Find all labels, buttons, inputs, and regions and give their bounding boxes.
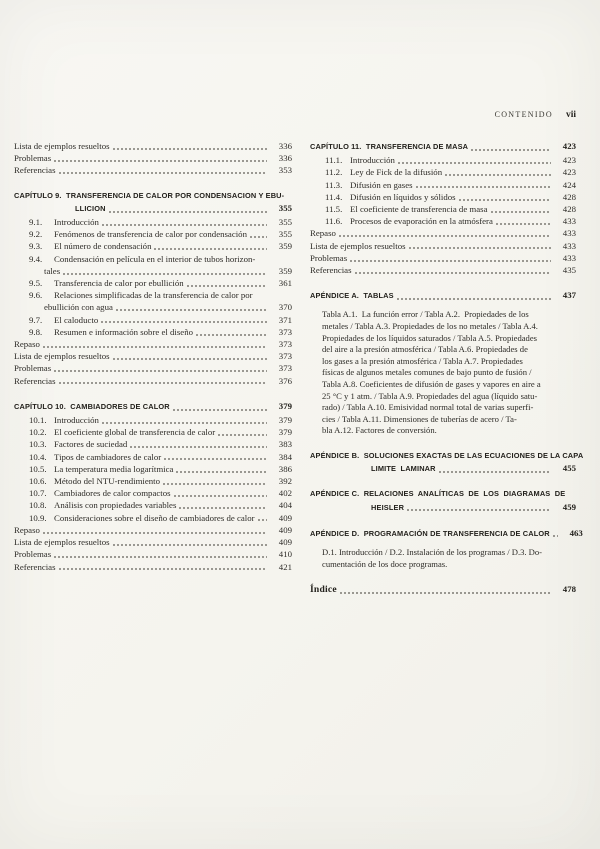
entry-label: Problemas	[14, 549, 52, 560]
dot-leader	[59, 172, 267, 174]
entry-label: Relaciones simplificadas de la transferencia de calor por	[54, 290, 253, 301]
toc-entry	[310, 264, 576, 276]
entry-label: Repaso	[14, 524, 40, 535]
entry-label: Problemas	[14, 363, 52, 374]
toc-entry	[14, 314, 292, 326]
page-number: 433	[562, 252, 576, 263]
toc-heading	[310, 527, 583, 540]
dot-leader	[397, 298, 551, 300]
page-number: 361	[278, 278, 292, 289]
page-number: 355	[278, 202, 292, 213]
dot-leader	[109, 211, 267, 213]
page-number: 383	[278, 439, 292, 450]
toc-line	[14, 202, 292, 215]
toc-heading	[310, 289, 576, 302]
page-number: 404	[278, 500, 292, 511]
toc-heading-block	[14, 190, 292, 215]
toc-line	[14, 265, 292, 277]
dot-leader	[407, 509, 551, 511]
page-number: 409	[278, 512, 292, 523]
entry-label: El coeficiente de transferencia de masa	[350, 204, 488, 215]
entry-number: 10.8.	[29, 500, 47, 511]
page-number: 373	[278, 339, 292, 350]
toc-column-right	[310, 140, 584, 596]
toc-line	[310, 179, 576, 191]
toc-columns	[14, 140, 584, 596]
toc-entry	[14, 451, 292, 463]
dot-leader	[471, 149, 551, 151]
entry-label: Ley de Fick de la difusión	[350, 167, 443, 178]
entry-label: Referencias	[310, 265, 352, 276]
page-number: 428	[562, 204, 576, 215]
entry-label: Introducción	[54, 415, 99, 426]
entry-label: Problemas	[14, 153, 52, 164]
page-number: 379	[278, 427, 292, 438]
entry-label: tales	[44, 265, 61, 276]
toc-entry	[14, 475, 292, 487]
toc-entry	[14, 240, 292, 252]
toc-line	[14, 426, 292, 438]
entry-label: Repaso	[14, 339, 40, 350]
page-number: 336	[278, 153, 292, 164]
entry-label: Difusión en líquidos y sólidos	[350, 191, 456, 202]
toc-entry-group	[14, 414, 292, 573]
toc-entry	[14, 362, 292, 374]
toc-line	[14, 512, 292, 524]
entry-number: 9.4.	[29, 253, 43, 264]
toc-line	[310, 583, 576, 596]
page-number: 371	[278, 314, 292, 325]
entry-number: 10.4.	[29, 451, 47, 462]
toc-line	[14, 326, 292, 338]
entry-label: Índice	[310, 584, 337, 596]
page-number: 379	[278, 415, 292, 426]
paragraph-line: del aire a la presión atmosférica / Tabla A.6. Propiedades de	[322, 344, 528, 355]
toc-line	[310, 227, 576, 239]
toc-line	[14, 164, 292, 176]
entry-label: Análisis con propiedades variables	[54, 500, 177, 511]
toc-line	[14, 140, 292, 152]
dot-leader	[102, 422, 267, 424]
page-number: 359	[278, 241, 292, 252]
toc-heading	[310, 583, 576, 596]
entry-number: 11.4.	[325, 191, 343, 202]
toc-line	[310, 462, 576, 475]
page-number: 463	[569, 527, 583, 538]
toc-line	[14, 463, 292, 475]
toc-entry	[14, 152, 292, 164]
toc-heading-block	[310, 140, 576, 153]
dot-leader	[196, 334, 267, 336]
paragraph-line: bla A.12. Factores de conversión.	[322, 425, 437, 436]
entry-number: 9.1.	[29, 217, 43, 228]
paragraph-line: rado) / Tabla A.10. Emisividad normal total de varias superfi-	[322, 402, 534, 413]
entry-label: Problemas	[310, 252, 348, 263]
dot-leader	[340, 592, 551, 594]
entry-number: 11.1.	[325, 155, 343, 166]
toc-heading-block	[310, 527, 583, 540]
entry-label: Transferencia de calor por ebullición	[54, 278, 184, 289]
toc-entry	[14, 375, 292, 387]
toc-entry	[14, 426, 292, 438]
dot-leader	[491, 211, 552, 213]
page-number: 409	[278, 524, 292, 535]
toc-heading-block	[310, 583, 576, 596]
dot-leader	[101, 321, 267, 323]
toc-line	[14, 277, 292, 289]
entry-label: El caloducto	[54, 314, 99, 325]
toc-line	[14, 475, 292, 487]
toc-line	[310, 215, 576, 227]
dot-leader	[439, 471, 551, 473]
paragraph-line: D.1. Introducción / D.2. Instalación de los programas / D.3. Do-	[322, 546, 543, 557]
toc-entry-group	[14, 140, 292, 177]
toc-line	[14, 314, 292, 326]
toc-line	[14, 414, 292, 426]
toc-line	[14, 400, 292, 413]
toc-entry	[14, 228, 292, 240]
toc-heading-block	[310, 450, 584, 475]
toc-entry	[14, 289, 292, 313]
page-number: 402	[278, 488, 292, 499]
dot-leader	[553, 535, 558, 537]
toc-heading	[310, 450, 584, 475]
toc-line	[310, 166, 576, 178]
toc-entry	[14, 524, 292, 536]
toc-line	[14, 338, 292, 350]
toc-entry-group	[310, 154, 576, 276]
toc-heading-block	[310, 488, 576, 513]
toc-line	[14, 536, 292, 548]
dot-leader	[164, 458, 267, 460]
toc-line	[14, 190, 292, 202]
entry-label: Referencias	[14, 165, 56, 176]
entry-label: APÉNDICE D. PROGRAMACIÓN DE TRANSFERENCIA DE CALOR	[310, 528, 550, 538]
entry-label: Resumen e información sobre el diseño	[54, 326, 194, 337]
dot-leader	[496, 223, 551, 225]
toc-entry	[14, 216, 292, 228]
toc-line	[310, 264, 576, 276]
toc-entry	[14, 463, 292, 475]
page-number: 353	[278, 165, 292, 176]
toc-line	[310, 450, 584, 462]
entry-label: Introducción	[350, 155, 395, 166]
entry-label: Lista de ejemplos resueltos	[310, 240, 406, 251]
entry-label: APÉNDICE B. SOLUCIONES EXACTAS DE LAS ECUACIONES DE LA CAPA	[310, 450, 584, 460]
dot-leader	[113, 544, 267, 546]
page-number: 433	[562, 240, 576, 251]
dot-leader	[59, 568, 267, 570]
page-number: 455	[562, 463, 576, 474]
page-number: 370	[278, 302, 292, 313]
toc-entry	[14, 414, 292, 426]
entry-number: 10.9.	[29, 512, 47, 523]
paragraph-line: físicas de algunos metales comunes de bajo punto de fusión /	[322, 367, 532, 378]
toc-heading-block	[310, 289, 576, 302]
dot-leader	[43, 532, 267, 534]
entry-label: Difusión en gases	[350, 179, 413, 190]
dot-leader	[54, 370, 267, 372]
toc-paragraph	[322, 547, 548, 570]
dot-leader	[459, 199, 551, 201]
page-number: 379	[278, 400, 292, 411]
toc-entry	[14, 253, 292, 277]
toc-line	[14, 499, 292, 511]
dot-leader	[398, 162, 551, 164]
page-number: 392	[278, 476, 292, 487]
paragraph-line: Tabla A.8. Coeficientes de difusión de gases y vapores en aire a	[322, 379, 541, 389]
page-number: 409	[278, 537, 292, 548]
paragraph-line: cumentación de los doce programas.	[322, 558, 448, 569]
page-number: 433	[562, 228, 576, 239]
entry-number: 11.2.	[325, 167, 343, 178]
page-number: 424	[562, 179, 576, 190]
toc-line	[14, 216, 292, 228]
toc-line	[14, 524, 292, 536]
entry-label: Consideraciones sobre el diseño de cambiadores de calor	[54, 512, 255, 523]
dot-leader	[416, 186, 551, 188]
entry-label: La temperatura media logarítmica	[54, 463, 174, 474]
toc-column-left	[14, 140, 292, 596]
entry-label: APÉNDICE A. TABLAS	[310, 291, 394, 301]
entry-number: 10.1.	[29, 415, 47, 426]
toc-entry	[310, 227, 576, 239]
entry-label: Factores de suciedad	[54, 439, 128, 450]
entry-label: LLICION	[75, 203, 106, 213]
entry-label: Introducción	[54, 217, 99, 228]
dot-leader	[409, 247, 551, 249]
toc-line	[310, 154, 576, 166]
dot-leader	[174, 495, 267, 497]
dot-leader	[339, 235, 551, 237]
toc-entry	[310, 154, 576, 166]
toc-entry-group	[14, 216, 292, 387]
toc-heading-block	[14, 400, 292, 413]
toc-entry	[14, 350, 292, 362]
dot-leader	[102, 224, 267, 226]
page-number: 423	[562, 141, 576, 151]
running-header-page-number: vii	[565, 110, 576, 120]
dot-leader	[445, 174, 551, 176]
toc-line	[14, 487, 292, 499]
entry-label: CAPÍTULO 11. TRANSFERENCIA DE MASA	[310, 142, 469, 151]
toc-line	[14, 253, 292, 265]
toc-line	[310, 501, 576, 514]
page-number: 478	[562, 584, 576, 595]
toc-entry	[14, 548, 292, 560]
toc-line	[14, 561, 292, 573]
toc-line	[310, 191, 576, 203]
dot-leader	[176, 471, 267, 473]
entry-label: ebullición con agua	[44, 302, 113, 313]
page-number: 373	[278, 351, 292, 362]
dot-leader	[350, 260, 551, 262]
entry-number: 10.7.	[29, 488, 47, 499]
entry-number: 9.2.	[29, 229, 43, 240]
page-number: 459	[562, 501, 576, 512]
toc-line	[14, 438, 292, 450]
dot-leader	[59, 382, 267, 384]
toc-line	[310, 240, 576, 252]
page-number: 433	[562, 216, 576, 227]
dot-leader	[218, 434, 267, 436]
dot-leader	[54, 160, 267, 162]
toc-line	[14, 375, 292, 387]
entry-label: Condensación en película en el interior de tubos horizon-	[54, 253, 256, 264]
toc-line	[14, 240, 292, 252]
toc-line	[14, 301, 292, 313]
dot-leader	[179, 507, 267, 509]
toc-line	[14, 362, 292, 374]
toc-heading	[14, 400, 292, 413]
toc-heading	[14, 190, 292, 215]
page-number: 386	[278, 463, 292, 474]
dot-leader	[154, 248, 267, 250]
toc-entry	[14, 140, 292, 152]
page-number: 355	[278, 229, 292, 240]
toc-entry	[14, 536, 292, 548]
entry-label: Procesos de evaporación en la atmósfera	[350, 216, 493, 227]
toc-entry	[310, 191, 576, 203]
entry-label: Fenómenos de transferencia de calor por condensación	[54, 229, 247, 240]
page-number: 376	[278, 375, 292, 386]
running-header	[0, 107, 576, 121]
dot-leader	[258, 519, 267, 521]
toc-line	[310, 203, 576, 215]
entry-label: Referencias	[14, 561, 56, 572]
page-number: 421	[278, 561, 292, 572]
toc-entry	[14, 487, 292, 499]
entry-number: 11.5.	[325, 204, 343, 215]
toc-line	[14, 451, 292, 463]
page-number: 384	[278, 451, 292, 462]
dot-leader	[187, 285, 267, 287]
entry-number: 10.2.	[29, 427, 47, 438]
toc-line	[310, 140, 576, 153]
page-number: 437	[562, 290, 576, 301]
page-number: 428	[562, 191, 576, 202]
page-number: 423	[562, 155, 576, 166]
page-number: 423	[562, 167, 576, 178]
entry-number: 9.6.	[29, 290, 43, 301]
toc-entry	[14, 326, 292, 338]
running-header-title: CONTENIDO	[494, 110, 553, 119]
dot-leader	[63, 273, 267, 275]
toc-entry	[310, 203, 576, 215]
entry-number: 9.3.	[29, 241, 43, 252]
dot-leader	[250, 236, 267, 238]
page-number: 435	[562, 265, 576, 276]
page-number: 373	[278, 363, 292, 374]
toc-entry	[14, 438, 292, 450]
entry-label: CAPÍTULO 10. CAMBIADORES DE CALOR	[14, 401, 170, 411]
entry-label: Cambiadores de calor compactos	[54, 488, 171, 499]
paragraph-line: los gases a la presión atmosférica / Tabla A.7. Propiedades	[322, 355, 523, 366]
paragraph-line: Tabla A.1. La función error / Tabla A.2. Propiedades de los	[322, 309, 529, 320]
entry-number: 9.7.	[29, 314, 43, 325]
paragraph-line: metales / Tabla A.3. Propiedades de los no metales / Tabla A.4.	[322, 321, 538, 332]
toc-paragraph	[322, 309, 548, 437]
entry-label: El número de condensación	[54, 241, 152, 252]
dot-leader	[355, 272, 551, 274]
paragraph-line: 25 °C y 1 atm. / Tabla A.9. Propiedades del agua (líquido satu-	[322, 390, 538, 401]
entry-label: Repaso	[310, 228, 336, 239]
entry-number: 10.5.	[29, 463, 47, 474]
dot-leader	[163, 483, 267, 485]
entry-label: LIMITE LAMINAR	[371, 464, 436, 474]
toc-entry	[14, 512, 292, 524]
entry-label: Lista de ejemplos resueltos	[14, 537, 110, 548]
toc-entry	[14, 277, 292, 289]
toc-entry	[14, 561, 292, 573]
entry-number: 11.3.	[325, 179, 343, 190]
page-number: 373	[278, 326, 292, 337]
dot-leader	[113, 358, 267, 360]
dot-leader	[116, 309, 267, 311]
toc-line	[14, 152, 292, 164]
page-number: 410	[278, 549, 292, 560]
toc-entry	[310, 215, 576, 227]
dot-leader	[54, 556, 267, 558]
toc-line	[14, 289, 292, 301]
dot-leader	[173, 409, 267, 411]
toc-line	[310, 252, 576, 264]
toc-line	[310, 488, 576, 500]
toc-line	[14, 350, 292, 362]
dot-leader	[130, 446, 267, 448]
toc-entry	[310, 179, 576, 191]
toc-heading	[310, 140, 576, 153]
entry-label: HEISLER	[371, 502, 405, 512]
entry-label: Tipos de cambiadores de calor	[54, 451, 162, 462]
toc-line	[310, 527, 583, 540]
toc-entry	[310, 252, 576, 264]
toc-entry	[310, 240, 576, 252]
entry-label: El coeficiente global de transferencia de calor	[54, 427, 216, 438]
toc-heading	[310, 488, 576, 513]
toc-line	[310, 289, 576, 302]
toc-entry	[14, 499, 292, 511]
paragraph-line: Propiedades de los líquidos saturados / Tabla A.5. Propiedades	[322, 332, 538, 343]
dot-leader	[43, 346, 267, 348]
entry-label: APÉNDICE C. RELACIONES ANALÍTICAS DE LOS DIAGRAMAS DE	[310, 489, 566, 499]
entry-number: 9.8.	[29, 326, 43, 337]
entry-label: Referencias	[14, 375, 56, 386]
paragraph-line: cies / Tabla A.11. Dimensiones de tuberías de acero / Ta-	[322, 413, 517, 424]
entry-label: Lista de ejemplos resueltos	[14, 351, 110, 362]
page-number: 355	[278, 217, 292, 228]
page-number: 336	[278, 141, 292, 151]
dot-leader	[113, 148, 267, 150]
entry-number: 9.5.	[29, 278, 43, 289]
toc-entry	[14, 338, 292, 350]
entry-number: 11.6.	[325, 216, 343, 227]
toc-line	[14, 228, 292, 240]
entry-number: 10.6.	[29, 476, 47, 487]
entry-number: 10.3.	[29, 439, 47, 450]
entry-label: CAPÍTULO 9. TRANSFERENCIA DE CALOR POR CONDENSACION Y EBU-	[14, 190, 285, 200]
page-number: 359	[278, 265, 292, 276]
entry-label: Lista de ejemplos resueltos	[14, 141, 110, 151]
entry-label: Método del NTU-rendimiento	[54, 476, 161, 487]
toc-entry	[310, 166, 576, 178]
toc-entry	[14, 164, 292, 176]
toc-line	[14, 548, 292, 560]
